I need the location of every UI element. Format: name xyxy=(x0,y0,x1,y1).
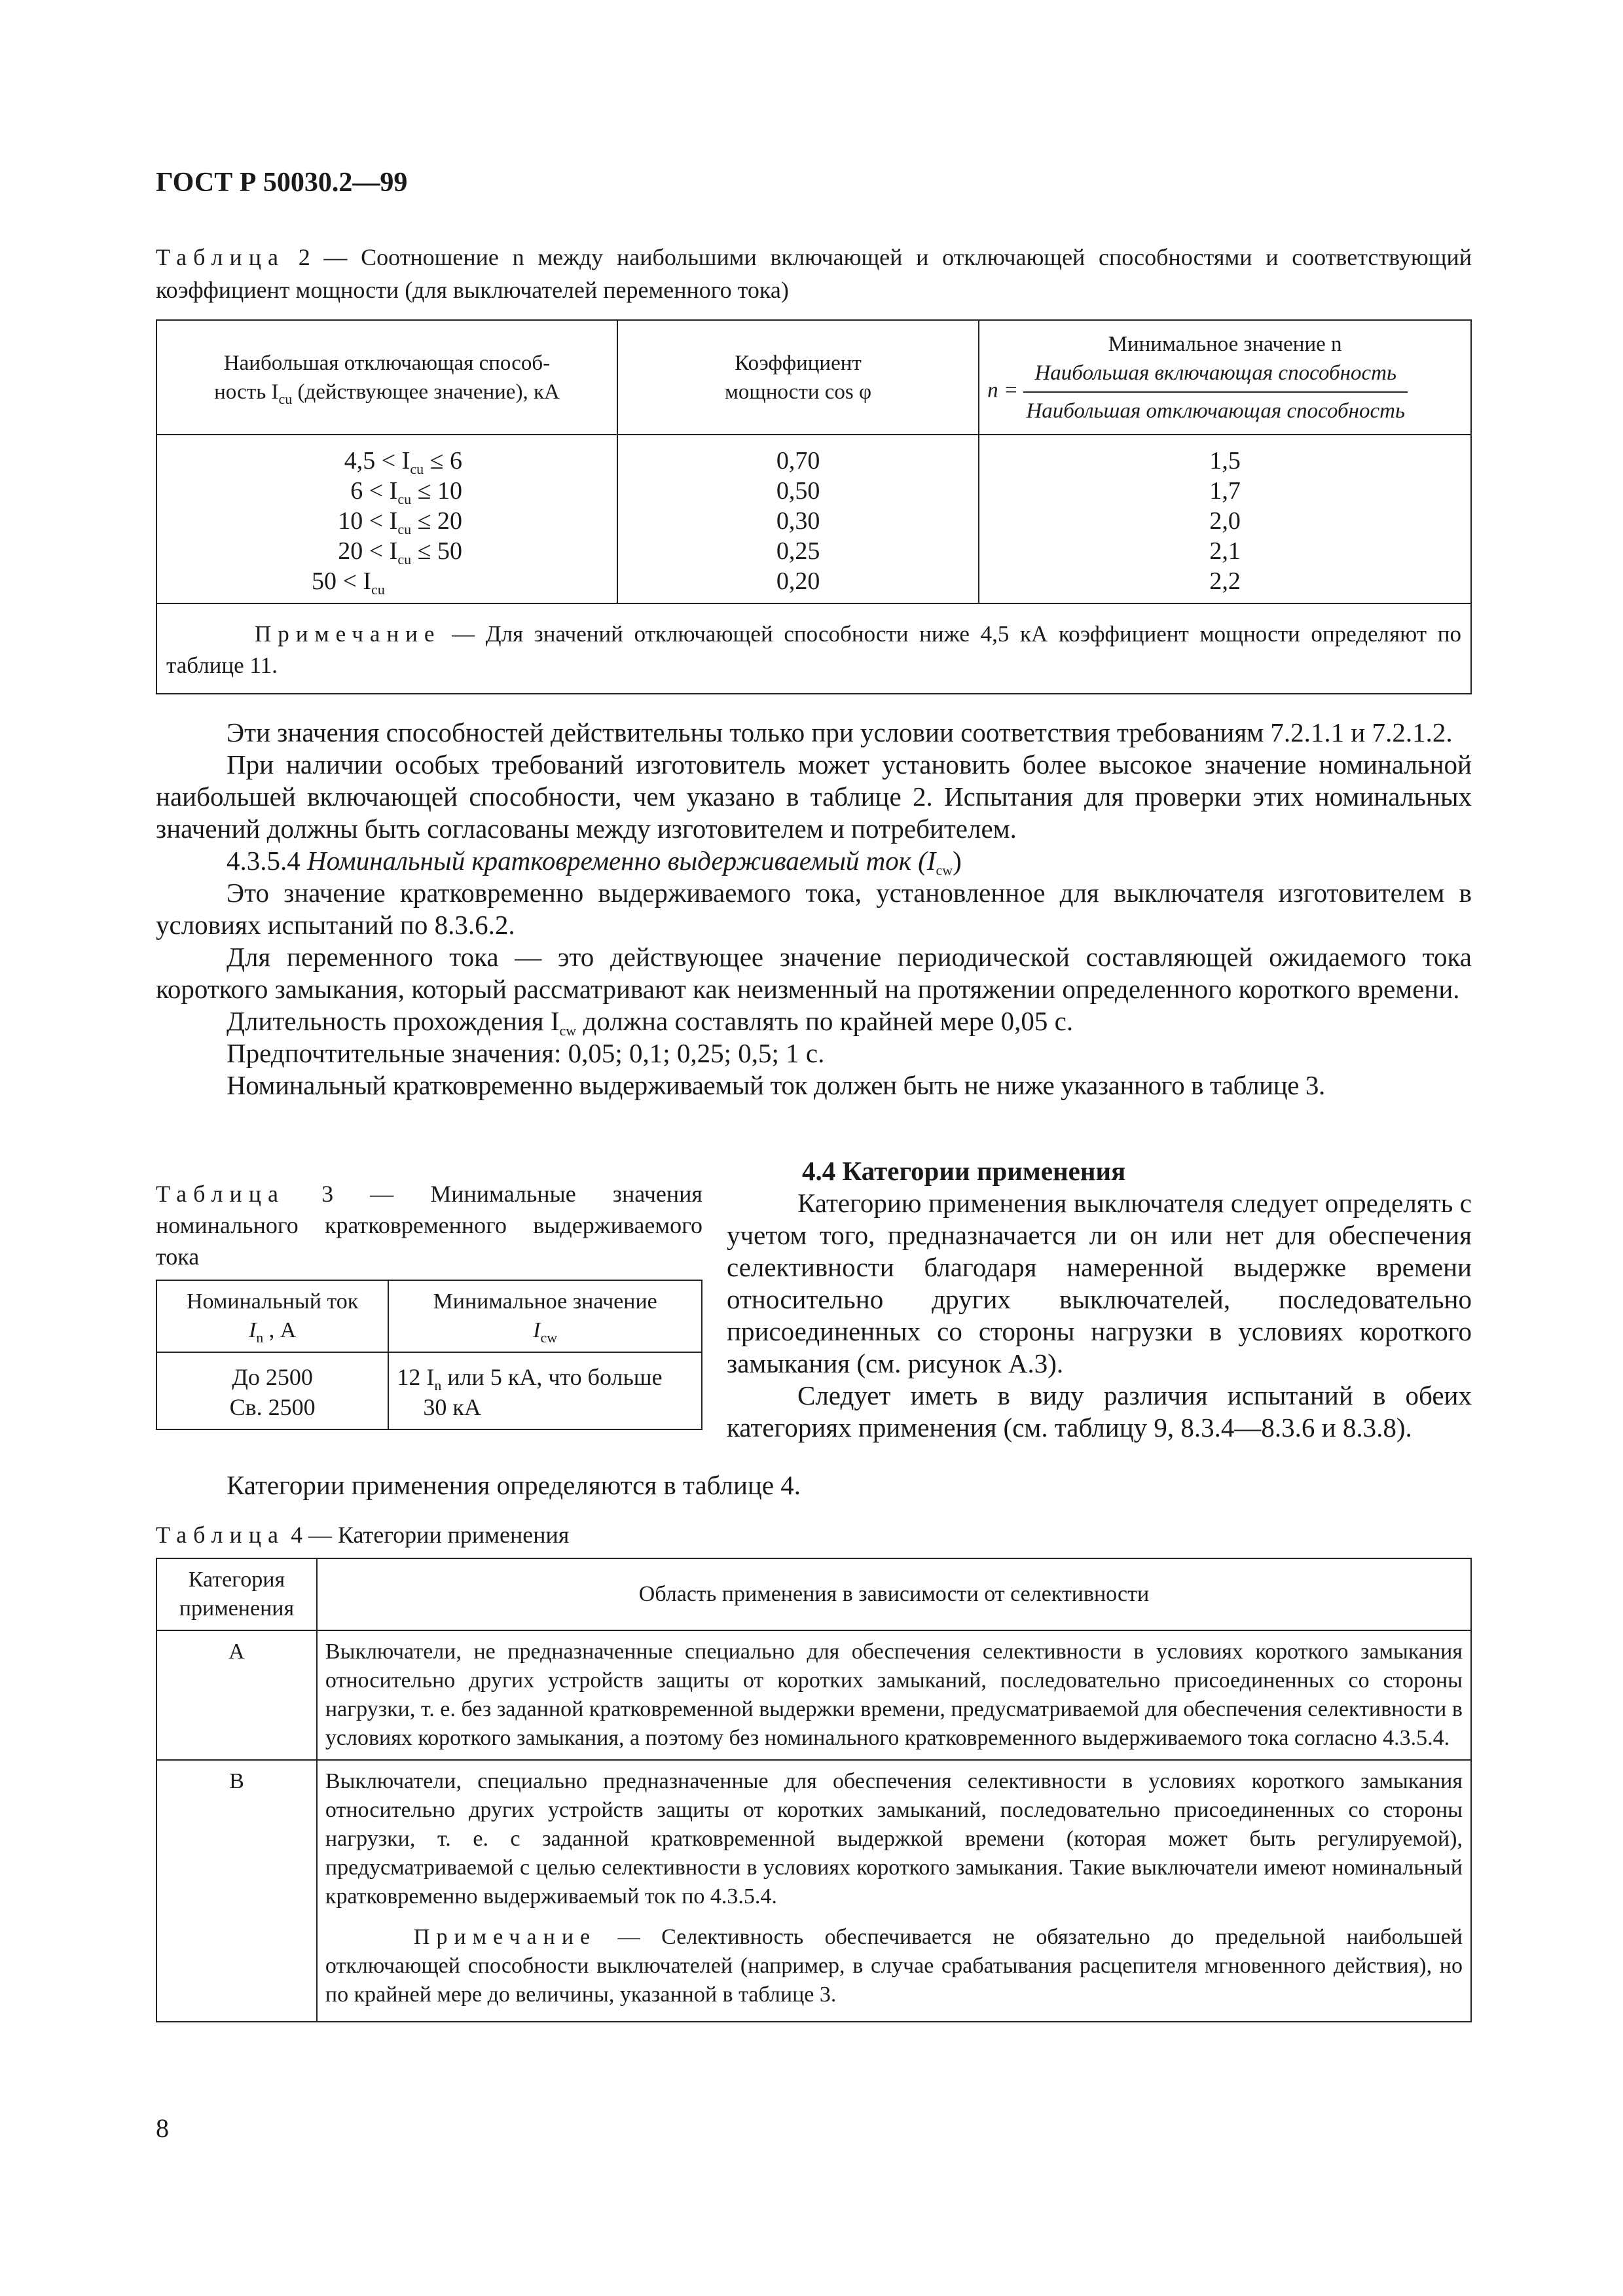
section-title: 4.4 Категории применения xyxy=(802,1156,1126,1186)
paragraph: Категорию применения выключателя следует определять с учетом того, предназначается ли он или нет для обеспечения селективности благодаря намеренной выдержке времени относительно других выключателей, последовательно присоединенных со стороны нагрузки в условиях короткого замыкания (см. рисунок А.3). xyxy=(727,1188,1472,1378)
table2-n-formula: n = $\frac{\text{Наибольшая включающая способность}}{\text{Наибольшая отключающая способность}}$ xyxy=(987,359,1463,425)
table2-range-cell xyxy=(156,435,617,603)
table3-col2-header: Минимальное значение $I_{cw}$ xyxy=(388,1280,702,1352)
table4-row-b-text: Выключатели, специально предназначенные для обеспечения селективности в условиях короткого замыкания относительно других устройств защиты от коротких замыканий, последовательно присоединенных со стороны нагрузки, т. е. с заданной кратковременной выдержкой времени (которая может быть регулируемой), предусматриваемой с целью селективности в условиях короткого замыкания. Такие выключатели имеют номинальный кратковременно выдерживаемый ток по 4.3.5.4. xyxy=(325,1769,1463,1909)
table2-n-cell: 1,5 1,7 2,0 2,1 2,2 xyxy=(979,435,1471,603)
table4-row-b-cell xyxy=(317,1760,1471,2022)
table3-caption: Таблица 3 — Минимальные значения номинального кратковременного выдерживаемого тока xyxy=(156,1181,702,1270)
table2-caption-lead: Таблица xyxy=(156,244,285,270)
table4-caption: Таблица 4 — Категории применения xyxy=(156,1522,570,1548)
paragraph: Номинальный кратковременно выдерживаемый ток должен быть не ниже указанного в таблице 3. xyxy=(227,1070,1325,1100)
table2-note: Примечание — Для значений отключающей способности ниже 4,5 кА коэффициент мощности определяют по таблице 11. xyxy=(156,603,1471,694)
table4 xyxy=(156,1558,1472,2022)
paragraph: Длительность прохождения $I_{cw}$ должна составлять по крайней мере 0,05 с. xyxy=(227,1006,1074,1039)
paragraph: Эти значения способностей действительны только при условии соответствия требованиям 7.2.1.1 и 7.2.1.2. xyxy=(227,717,1453,747)
categories-intro: Категории применения определяются в таблице 4. xyxy=(227,1470,801,1500)
table3 xyxy=(156,1280,702,1430)
table4-row-a-category: А xyxy=(156,1630,317,1760)
paragraph: Следует иметь в виду различия испытаний в обеих категориях применения (см. таблицу 9, 8.3.4—8.3.6 и 8.3.8). xyxy=(727,1380,1472,1443)
subsection-heading: 4.3.5.4 Номинальный кратковременно выдерживаемый ток $(I_{cw})$ xyxy=(227,846,962,878)
table4-note: Примечание — Селективность обеспечивается не обязательно до предельной наибольшей отключающей способности выключателей (например, в случае срабатывания расцепителя мгновенного действия), но по крайней мере до величины, указанной в таблице 3. xyxy=(325,1925,1463,2007)
table2-caption-text: 2 — Соотношение n между наибольшими включающей и отключающей способностями и соответствующий коэффициент мощности (для выключателей переменного тока) xyxy=(156,244,1472,303)
table2 xyxy=(156,319,1472,694)
paragraph: Для переменного тока — это действующее значение периодической составляющей ожидаемого тока короткого замыкания, который рассматривают как неизменный на протяжении определенного короткого времени. xyxy=(156,942,1472,1004)
table4-row-a-text: Выключатели, не предназначенные специально для обеспечения селективности в условиях короткого замыкания относительно других устройств защиты от коротких замыканий, последовательно присоединенных со стороны нагрузки, т. е. без заданной кратковременной выдержки времени, предусматриваемой для обеспечения селективности в условиях короткого замыкания, а поэтому без номинального кратковременного выдерживаемого тока согласно 4.3.5.4. xyxy=(317,1630,1471,1760)
range-row: $10 < I_{cu} \le 20$ xyxy=(338,507,462,537)
table4-col1-header: Категория применения xyxy=(156,1558,317,1630)
table4-row-b-category: В xyxy=(156,1760,317,2022)
formula-fraction: $\frac{\text{Наибольшая включающая способность}}{\text{Наибольшая отключающая способность}}$ xyxy=(1023,359,1408,425)
range-row: $6 < I_{cu} \le 10$ xyxy=(350,477,462,507)
table3-col1-header: Номинальный ток $I_n$ , А xyxy=(156,1280,388,1352)
table2-col1-header: Наибольшая отключающая способ- ность $I_{cu}$ (действующее значение), кА xyxy=(156,320,617,435)
table3-min-cell: 12 $I_n$ или 5 кА, что больше 30 кА xyxy=(388,1352,702,1429)
table2-caption xyxy=(156,241,1472,306)
table4-col2-header: Область применения в зависимости от селективности xyxy=(317,1558,1471,1630)
body-text xyxy=(156,717,1472,1102)
table2-col2-header: Коэффициент мощности cos φ xyxy=(617,320,979,435)
table2-col3-title: Минимальное значение n xyxy=(1108,332,1342,356)
table2-col3-header xyxy=(979,320,1471,435)
document-header: ГОСТ Р 50030.2—99 xyxy=(156,168,408,198)
range-row: $4,5 < I_{cu} \le 6$ xyxy=(344,447,462,477)
page-number: 8 xyxy=(156,2113,169,2143)
paragraph: Это значение кратковременно выдерживаемого тока, установленное для выключателя изготовителем в условиях испытаний по 8.3.6.2. xyxy=(156,878,1472,940)
table2-cos-cell: 0,70 0,50 0,30 0,25 0,20 xyxy=(617,435,979,603)
range-row: $50 < I_{cu}$ xyxy=(311,567,385,598)
range-row: $20 < I_{cu} \le 50$ xyxy=(338,537,462,567)
paragraph: Предпочтительные значения: 0,05; 0,1; 0,25; 0,5; 1 с. xyxy=(227,1038,825,1068)
section-4-4 xyxy=(727,1155,1472,1444)
paragraph: При наличии особых требований изготовитель может установить более высокое значение номинальной наибольшей включающей способности, чем указано в таблице 2. Испытания для проверки этих номинальных значений должны быть согласованы между изготовителем и потребителем. xyxy=(156,749,1472,844)
table3-current-cell: До 2500 Св. 2500 xyxy=(156,1352,388,1429)
